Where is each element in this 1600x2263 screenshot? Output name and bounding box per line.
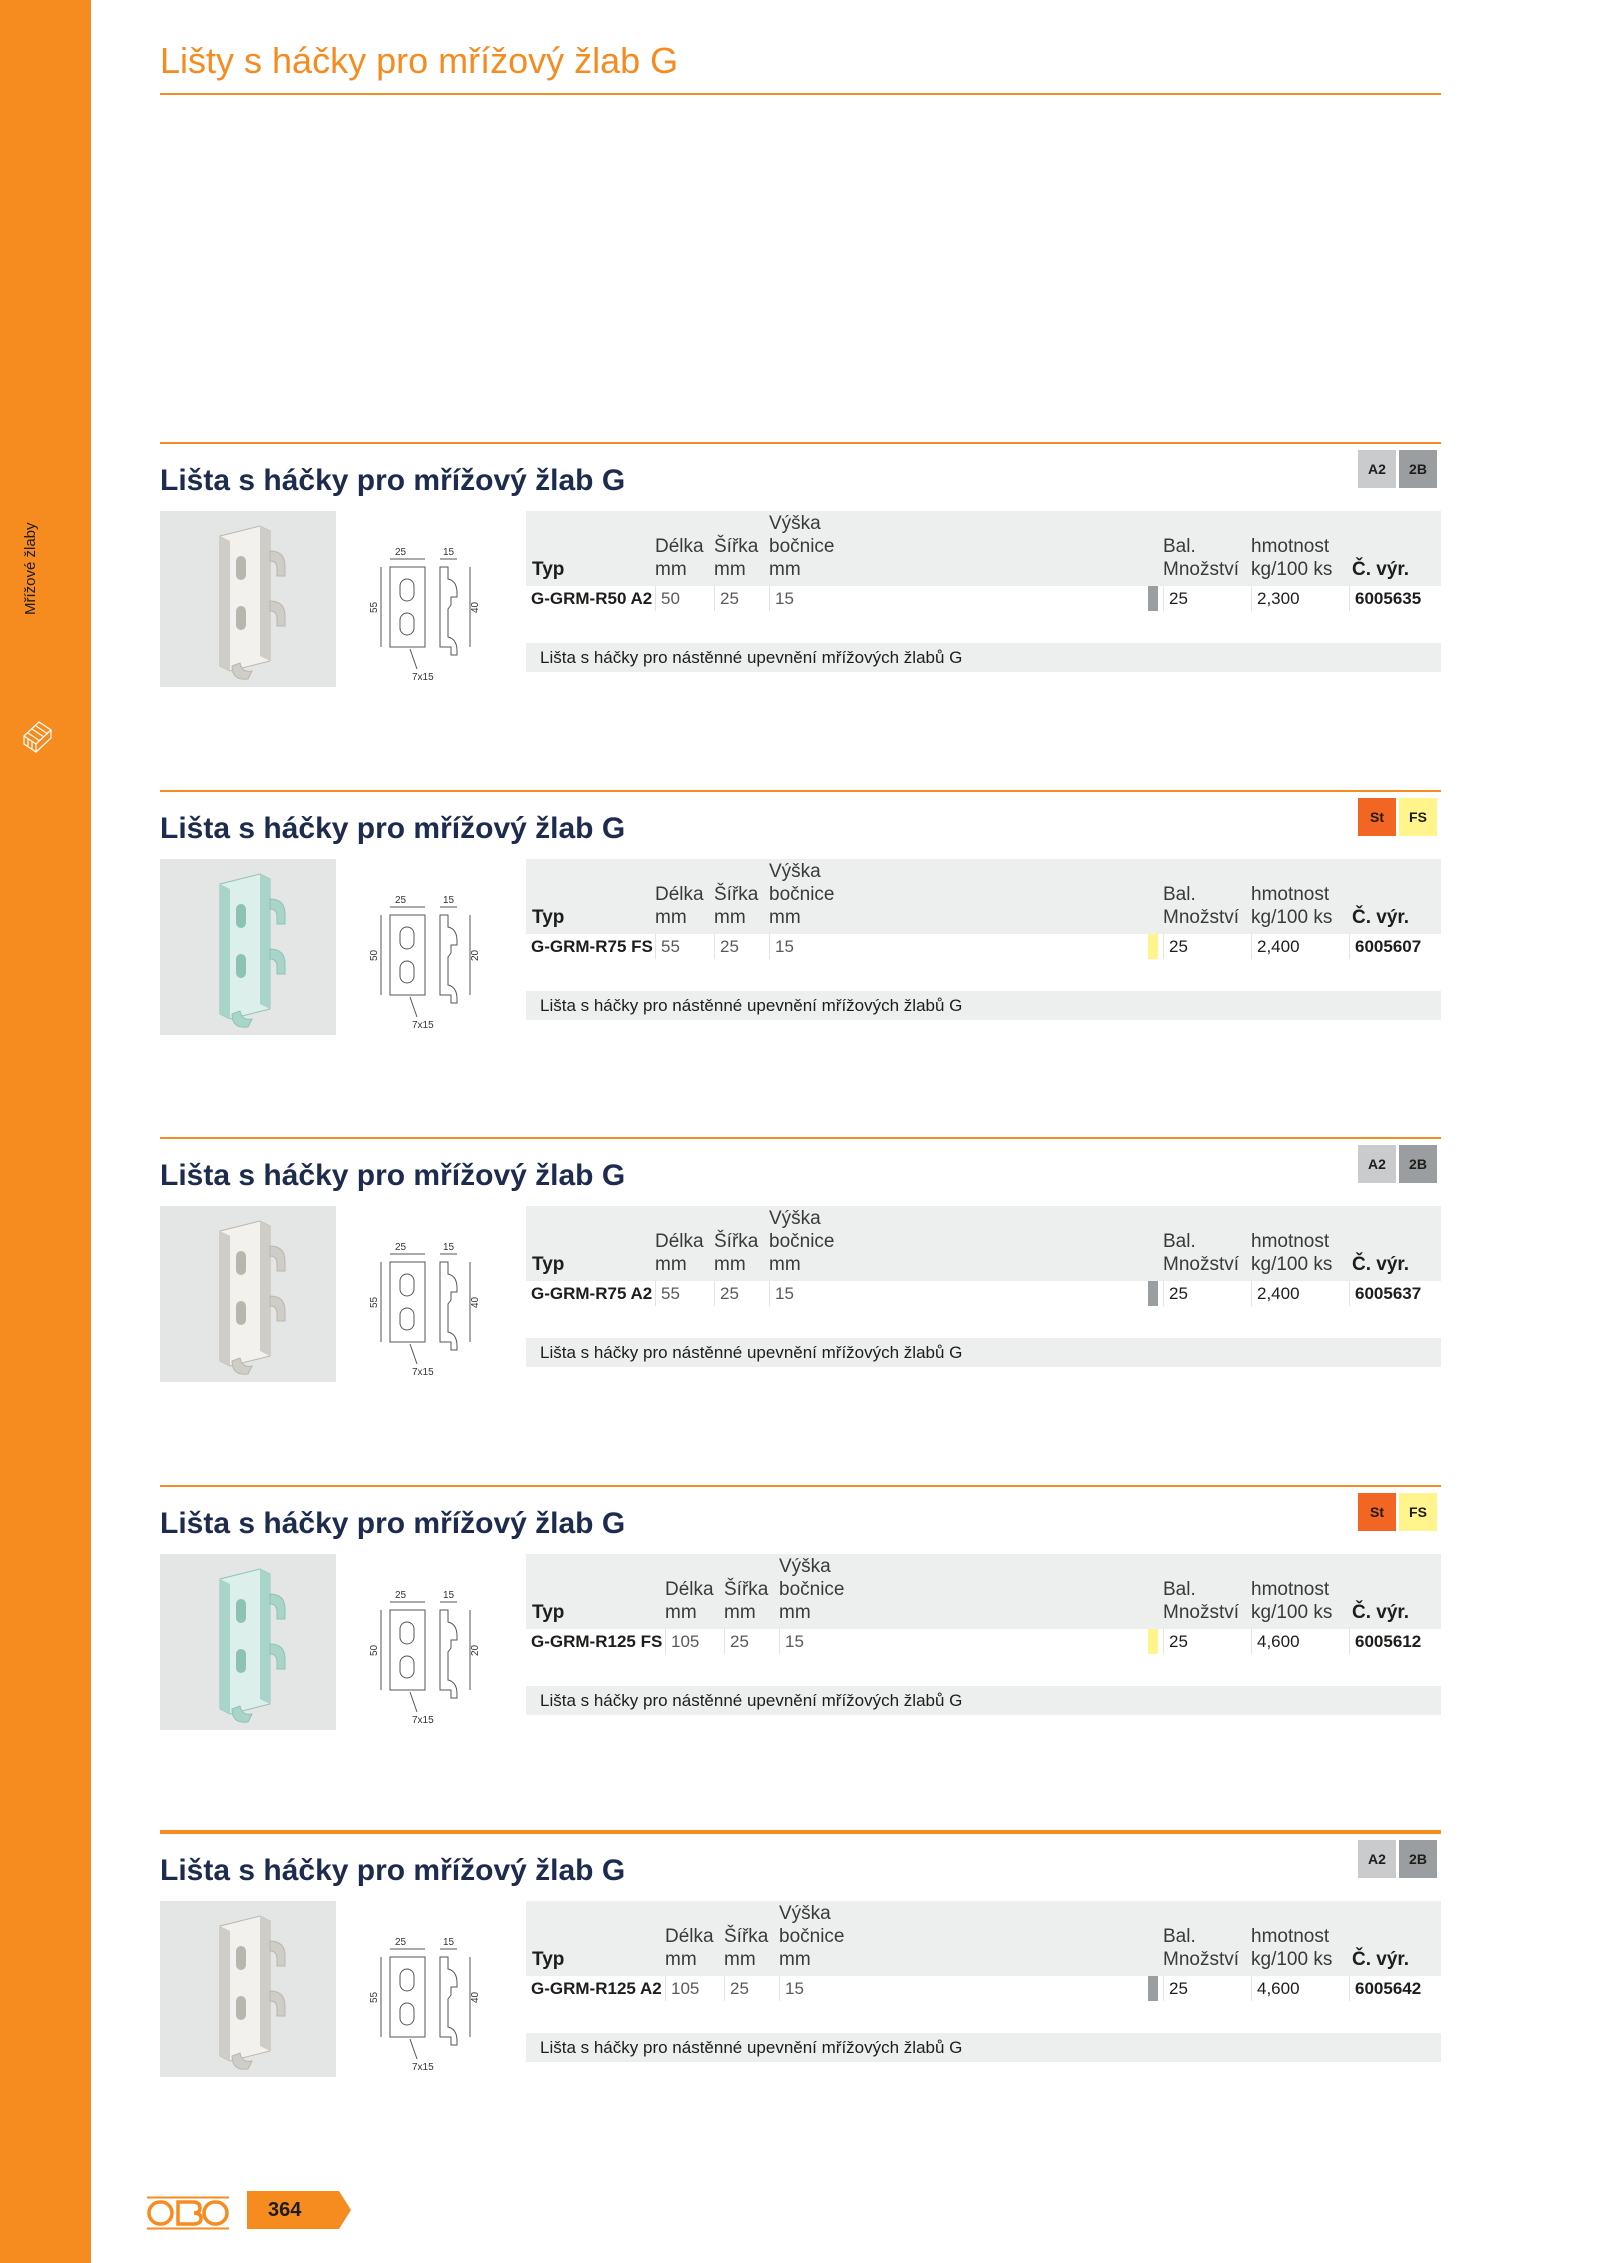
- header-delka-unit: mm: [655, 907, 687, 928]
- material-badge: FS: [1399, 1493, 1437, 1531]
- header-hmotnost: hmotnost: [1251, 1579, 1330, 1600]
- cell-vyska: 15: [769, 934, 849, 959]
- header-sirka: Šířka: [714, 536, 759, 557]
- header-hmotnost: hmotnost: [1251, 884, 1330, 905]
- cell-typ: G-GRM-R75 A2: [526, 1281, 655, 1306]
- cell-typ: G-GRM-R125 A2: [526, 1976, 665, 2001]
- header-sirka: Šířka: [714, 1231, 759, 1252]
- dim-width: 25: [395, 547, 407, 558]
- cell-cislo: 6005642: [1349, 1976, 1441, 2001]
- material-badges: [1358, 798, 1437, 836]
- title-divider: [160, 93, 1441, 95]
- dim-width: 25: [395, 1937, 407, 1948]
- cell-delka: 105: [665, 1629, 724, 1654]
- header-vyska: Výška: [769, 1208, 821, 1229]
- product-section: [160, 1485, 1441, 1785]
- cell-sirka: 25: [724, 1629, 779, 1654]
- material-badges: [1358, 1145, 1437, 1183]
- cell-sirka: 25: [714, 934, 769, 959]
- material-badge: St: [1358, 1493, 1396, 1531]
- header-bal-2: Množství: [1163, 907, 1240, 928]
- product-section: [160, 790, 1441, 1090]
- dim-depth: 15: [443, 1937, 455, 1948]
- cell-cislo: 6005607: [1349, 934, 1441, 959]
- cell-typ: G-GRM-R125 FS: [526, 1629, 665, 1654]
- product-section: [160, 1137, 1441, 1437]
- header-delka-unit: mm: [665, 1949, 697, 1970]
- dim-slot: 7x15: [412, 1367, 434, 1378]
- cell-hmotnost: 2,400: [1251, 934, 1349, 959]
- material-badge: A2: [1358, 1145, 1396, 1183]
- dimension-drawing: [365, 1927, 500, 2077]
- product-description: Lišta s háčky pro nástěnné upevnění mřížových žlabů G: [526, 2033, 1441, 2062]
- header-delka: Délka: [665, 1579, 714, 1600]
- material-badge: 2B: [1399, 1145, 1437, 1183]
- bottom-divider: [160, 1830, 1441, 1832]
- section-divider: [160, 1137, 1441, 1139]
- dim-slot: 7x15: [412, 672, 434, 683]
- header-vyska: Výška: [779, 1556, 831, 1577]
- header-bal-2: Množství: [1163, 559, 1240, 580]
- cell-sirka: 25: [714, 586, 769, 611]
- material-badge: 2B: [1399, 1840, 1437, 1878]
- dimension-drawing: [365, 1232, 500, 1382]
- product-section: [160, 442, 1441, 742]
- product-description: Lišta s háčky pro nástěnné upevnění mřížových žlabů G: [526, 991, 1441, 1020]
- header-bal-2: Množství: [1163, 1602, 1240, 1623]
- header-vyska: Výška: [769, 513, 821, 534]
- cell-hmotnost: 2,300: [1251, 586, 1349, 611]
- material-swatch: [1148, 934, 1158, 959]
- cell-vyska: 15: [769, 586, 849, 611]
- header-vyska-2: bočnice: [779, 1579, 845, 1600]
- section-heading: Lišta s háčky pro mřížový žlab G: [160, 464, 626, 497]
- header-cvyr: Č. výr.: [1352, 1949, 1410, 1970]
- cell-bal: 25: [1163, 1629, 1251, 1654]
- dimension-drawing: [365, 1580, 500, 1730]
- header-bal-2: Množství: [1163, 1254, 1240, 1275]
- dim-depth: 15: [443, 1590, 455, 1601]
- cell-vyska: 15: [779, 1976, 859, 2001]
- section-heading: Lišta s háčky pro mřížový žlab G: [160, 1854, 626, 1887]
- dim-width: 25: [395, 1242, 407, 1253]
- header-hmotnost: hmotnost: [1251, 536, 1330, 557]
- header-vyska-unit: mm: [769, 907, 801, 928]
- cell-hmotnost: 2,400: [1251, 1281, 1349, 1306]
- header-typ: Typ: [532, 559, 565, 580]
- material-swatch: [1148, 1629, 1158, 1654]
- material-badge: St: [1358, 798, 1396, 836]
- section-divider: [160, 1485, 1441, 1487]
- header-delka: Délka: [655, 536, 704, 557]
- product-photo: [160, 1901, 336, 2077]
- header-bal: Bal.: [1163, 536, 1196, 557]
- section-divider: [160, 442, 1441, 444]
- dimension-drawing: [365, 885, 500, 1035]
- header-delka-unit: mm: [655, 559, 687, 580]
- dimension-drawing: [365, 537, 500, 687]
- section-heading: Lišta s háčky pro mřížový žlab G: [160, 1159, 626, 1192]
- header-typ: Typ: [532, 907, 565, 928]
- header-vyska-unit: mm: [769, 1254, 801, 1275]
- header-sirka: Šířka: [714, 884, 759, 905]
- material-badge: 2B: [1399, 450, 1437, 488]
- table-row: [526, 586, 1441, 611]
- header-typ: Typ: [532, 1949, 565, 1970]
- cell-delka: 55: [655, 1281, 714, 1306]
- product-description: Lišta s háčky pro nástěnné upevnění mřížových žlabů G: [526, 1686, 1441, 1715]
- header-vyska-2: bočnice: [769, 536, 835, 557]
- spec-table: [526, 859, 1441, 959]
- header-cvyr: Č. výr.: [1352, 559, 1410, 580]
- header-sirka: Šířka: [724, 1579, 769, 1600]
- header-vyska-unit: mm: [779, 1602, 811, 1623]
- table-row: [526, 1629, 1441, 1654]
- header-delka-unit: mm: [655, 1254, 687, 1275]
- dim-slot: 7x15: [412, 1020, 434, 1031]
- cell-typ: G-GRM-R75 FS: [526, 934, 655, 959]
- table-row: [526, 1976, 1441, 2001]
- dim-depth: 15: [443, 895, 455, 906]
- header-hmotnost: hmotnost: [1251, 1926, 1330, 1947]
- header-sirka-unit: mm: [714, 907, 746, 928]
- dim-hook: 40: [470, 601, 481, 613]
- header-bal-2: Množství: [1163, 1949, 1240, 1970]
- dim-hook: 40: [470, 1991, 481, 2003]
- table-row: [526, 1281, 1441, 1306]
- header-sirka-unit: mm: [714, 559, 746, 580]
- header-cvyr: Č. výr.: [1352, 907, 1410, 928]
- header-vyska-unit: mm: [769, 559, 801, 580]
- product-photo: [160, 859, 336, 1035]
- dim-width: 25: [395, 895, 407, 906]
- spec-table: [526, 1554, 1441, 1654]
- cell-sirka: 25: [724, 1976, 779, 2001]
- cell-bal: 25: [1163, 1281, 1251, 1306]
- dim-height: 50: [369, 1644, 380, 1656]
- header-sirka-unit: mm: [724, 1949, 756, 1970]
- cell-sirka: 25: [714, 1281, 769, 1306]
- dim-hook: 20: [470, 1644, 481, 1656]
- cell-cislo: 6005612: [1349, 1629, 1441, 1654]
- header-hmotnost-unit: kg/100 ks: [1251, 1949, 1333, 1970]
- dim-height: 55: [369, 1991, 380, 2003]
- dim-height: 55: [369, 1296, 380, 1308]
- header-delka: Délka: [655, 884, 704, 905]
- spec-table: [526, 1901, 1441, 2001]
- dim-width: 25: [395, 1590, 407, 1601]
- cell-hmotnost: 4,600: [1251, 1629, 1349, 1654]
- header-bal: Bal.: [1163, 1926, 1196, 1947]
- header-delka: Délka: [655, 1231, 704, 1252]
- header-hmotnost-unit: kg/100 ks: [1251, 907, 1333, 928]
- header-bal: Bal.: [1163, 884, 1196, 905]
- material-badges: [1358, 450, 1437, 488]
- cell-cislo: 6005637: [1349, 1281, 1441, 1306]
- cell-bal: 25: [1163, 1976, 1251, 2001]
- product-photo: [160, 1206, 336, 1382]
- header-hmotnost: hmotnost: [1251, 1231, 1330, 1252]
- cell-bal: 25: [1163, 586, 1251, 611]
- product-photo: [160, 1554, 336, 1730]
- header-vyska: Výška: [779, 1903, 831, 1924]
- material-badges: [1358, 1493, 1437, 1531]
- header-delka: Délka: [665, 1926, 714, 1947]
- cable-tray-icon: [21, 716, 53, 758]
- material-badge: A2: [1358, 1840, 1396, 1878]
- dim-slot: 7x15: [412, 2062, 434, 2073]
- cell-vyska: 15: [779, 1629, 859, 1654]
- cell-cislo: 6005635: [1349, 586, 1441, 611]
- header-bal: Bal.: [1163, 1231, 1196, 1252]
- dim-depth: 15: [443, 1242, 455, 1253]
- section-heading: Lišta s háčky pro mřížový žlab G: [160, 1507, 626, 1540]
- cell-bal: 25: [1163, 934, 1251, 959]
- header-cvyr: Č. výr.: [1352, 1602, 1410, 1623]
- section-divider: [160, 790, 1441, 792]
- dim-slot: 7x15: [412, 1715, 434, 1726]
- header-cvyr: Č. výr.: [1352, 1254, 1410, 1275]
- header-vyska-2: bočnice: [769, 884, 835, 905]
- material-swatch: [1148, 1281, 1158, 1306]
- cell-delka: 55: [655, 934, 714, 959]
- product-section: [160, 1832, 1441, 2132]
- side-label: Mřížové žlaby: [22, 522, 39, 615]
- page-title: Lišty s háčky pro mřížový žlab G: [160, 40, 679, 81]
- dim-height: 55: [369, 601, 380, 613]
- product-photo: [160, 511, 336, 687]
- material-badge: A2: [1358, 450, 1396, 488]
- cell-typ: G-GRM-R50 A2: [526, 586, 655, 611]
- cell-delka: 50: [655, 586, 714, 611]
- page-number: 364: [268, 2199, 302, 2221]
- obo-logo: [147, 2196, 229, 2230]
- header-vyska-2: bočnice: [779, 1926, 845, 1947]
- header-delka-unit: mm: [665, 1602, 697, 1623]
- header-sirka-unit: mm: [724, 1602, 756, 1623]
- header-hmotnost-unit: kg/100 ks: [1251, 559, 1333, 580]
- cell-vyska: 15: [769, 1281, 849, 1306]
- header-typ: Typ: [532, 1602, 565, 1623]
- header-sirka-unit: mm: [714, 1254, 746, 1275]
- section-divider: [160, 1832, 1441, 1834]
- dim-hook: 40: [470, 1296, 481, 1308]
- header-hmotnost-unit: kg/100 ks: [1251, 1602, 1333, 1623]
- material-swatch: [1148, 1976, 1158, 2001]
- material-badge: FS: [1399, 798, 1437, 836]
- material-swatch: [1148, 586, 1158, 611]
- section-heading: Lišta s háčky pro mřížový žlab G: [160, 812, 626, 845]
- product-description: Lišta s háčky pro nástěnné upevnění mřížových žlabů G: [526, 643, 1441, 672]
- spec-table: [526, 511, 1441, 611]
- header-vyska-unit: mm: [779, 1949, 811, 1970]
- header-vyska-2: bočnice: [769, 1231, 835, 1252]
- table-row: [526, 934, 1441, 959]
- product-description: Lišta s háčky pro nástěnné upevnění mřížových žlabů G: [526, 1338, 1441, 1367]
- header-hmotnost-unit: kg/100 ks: [1251, 1254, 1333, 1275]
- header-typ: Typ: [532, 1254, 565, 1275]
- dim-height: 50: [369, 949, 380, 961]
- dim-depth: 15: [443, 547, 455, 558]
- header-vyska: Výška: [769, 861, 821, 882]
- material-badges: [1358, 1840, 1437, 1878]
- header-bal: Bal.: [1163, 1579, 1196, 1600]
- cell-hmotnost: 4,600: [1251, 1976, 1349, 2001]
- dim-hook: 20: [470, 949, 481, 961]
- side-band: [0, 0, 91, 2263]
- cell-delka: 105: [665, 1976, 724, 2001]
- spec-table: [526, 1206, 1441, 1306]
- header-sirka: Šířka: [724, 1926, 769, 1947]
